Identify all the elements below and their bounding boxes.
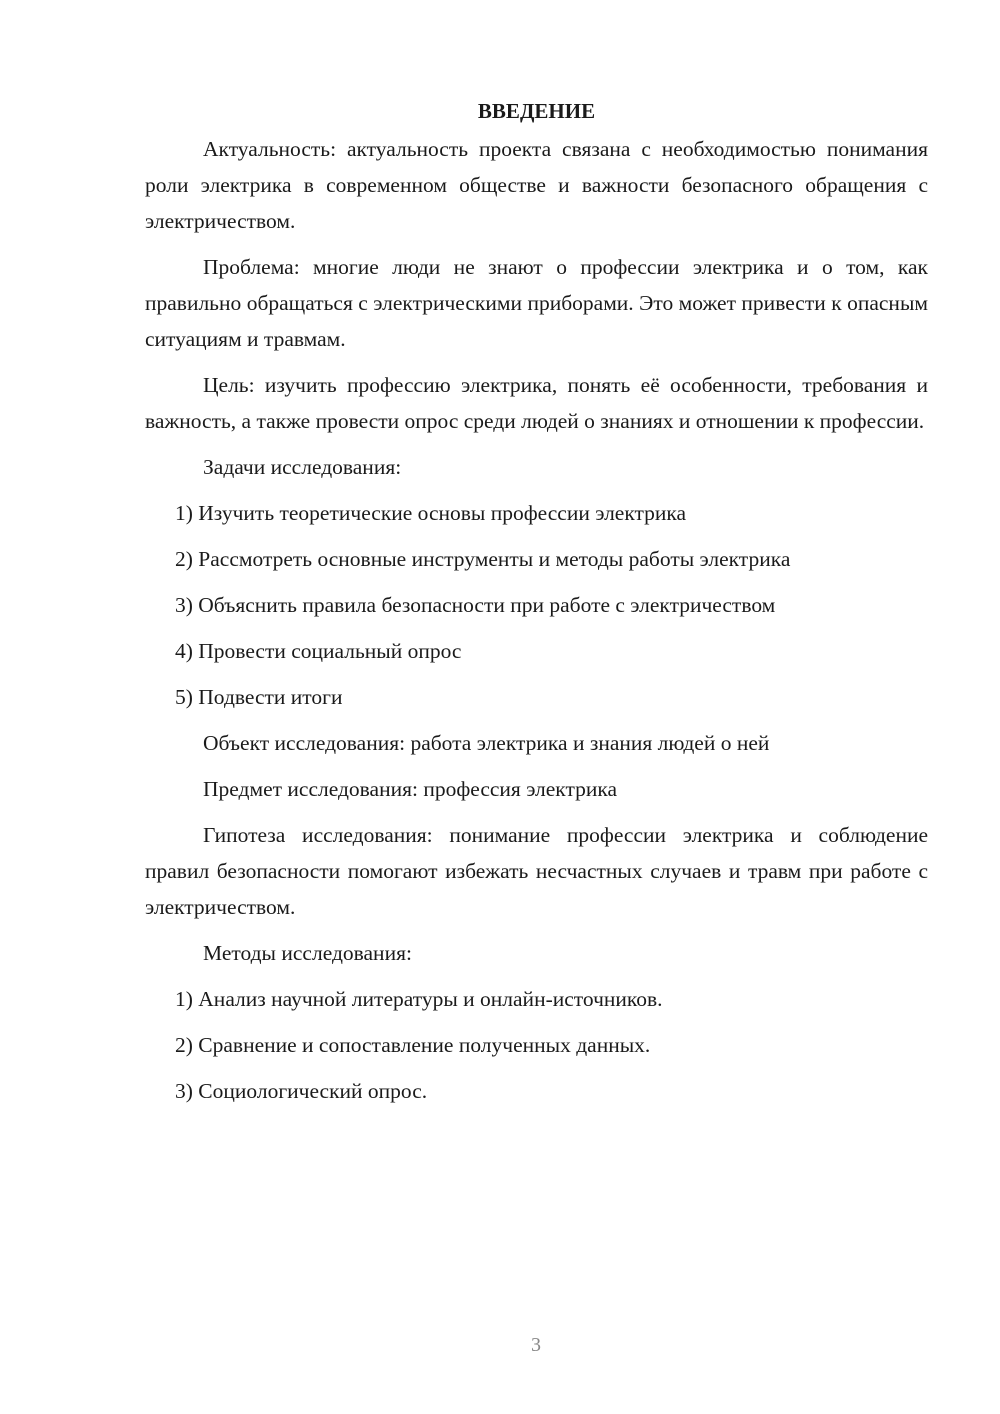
task-item-4: 4) Провести социальный опрос — [175, 639, 462, 663]
method-item-2: 2) Сравнение и сопоставление полученных данных. — [175, 1033, 651, 1057]
tasks-heading: Задачи исследования: — [203, 455, 402, 479]
methods-heading: Методы исследования: — [203, 941, 412, 965]
problem-paragraph: Проблема: многие люди не знают о профессии электрика и о том, как правильно обращаться с электрическими приборами. Это может привести к опасным ситуациям и травмам. — [145, 255, 928, 351]
goal-paragraph: Цель: изучить профессию электрика, понять её особенности, требования и важность, а также провести опрос среди людей о знаниях и отношении к профессии. — [145, 373, 928, 433]
document-page — [145, 96, 928, 1119]
research-subject: Предмет исследования: профессия электрика — [203, 777, 618, 801]
page-number: 3 — [531, 1334, 541, 1356]
relevance-paragraph: Актуальность: актуальность проекта связана с необходимостью понимания роли электрика в современном обществе и важности безопасного обращения с электричеством. — [145, 137, 928, 233]
task-item-5: 5) Подвести итоги — [175, 685, 343, 709]
method-item-1: 1) Анализ научной литературы и онлайн-источников. — [175, 987, 663, 1011]
task-item-1: 1) Изучить теоретические основы профессии электрика — [175, 501, 687, 525]
task-item-2: 2) Рассмотреть основные инструменты и методы работы электрика — [175, 547, 791, 571]
document-title: ВВЕДЕНИЕ — [477, 99, 596, 123]
hypothesis-paragraph: Гипотеза исследования: понимание профессии электрика и соблюдение правил безопасности помогают избежать несчастных случаев и травм при работе с электричеством. — [145, 823, 928, 919]
task-item-3: 3) Объяснить правила безопасности при работе с электричеством — [175, 593, 776, 617]
research-object: Объект исследования: работа электрика и знания людей о ней — [203, 731, 770, 755]
method-item-3: 3) Социологический опрос. — [175, 1079, 428, 1103]
